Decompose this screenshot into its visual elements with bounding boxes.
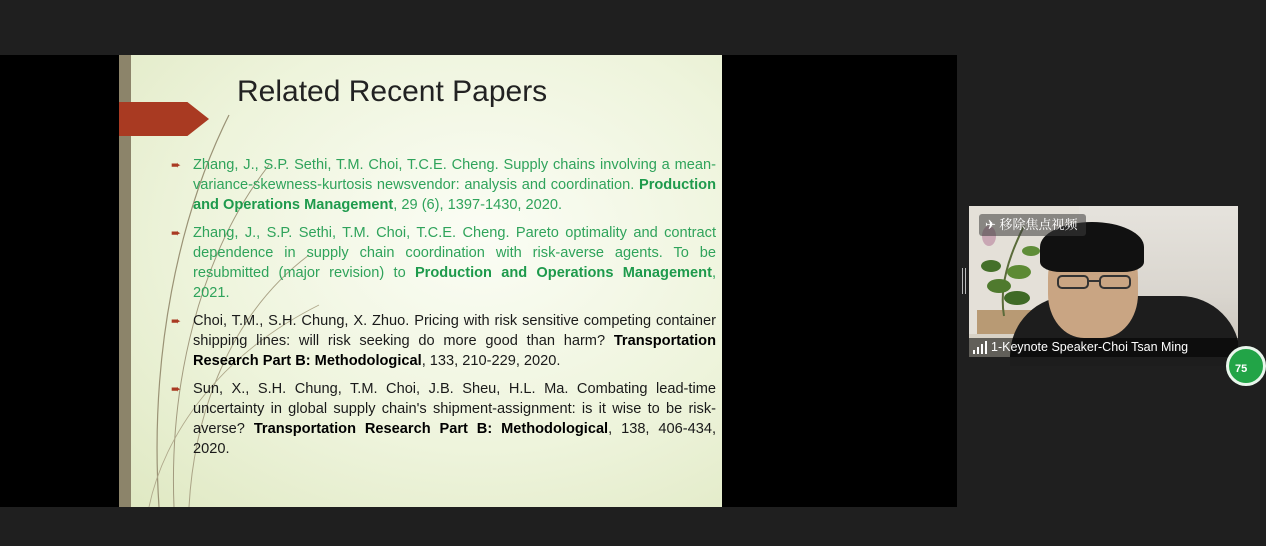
slide-title: Related Recent Papers xyxy=(237,75,548,108)
arrow-bullet-icon: ➨ xyxy=(171,314,182,328)
presentation-slide xyxy=(119,55,722,507)
participant-name: 1-Keynote Speaker-Choi Tsan Ming xyxy=(991,340,1189,354)
reference-list xyxy=(171,155,716,467)
remove-focus-label: 移除焦点视频 xyxy=(999,217,1078,232)
reference-details: , 133, 210-229, 2020. xyxy=(421,353,561,369)
reference-text: Zhang, J., S.P. Sethi, T.M. Choi, T.C.E. Cheng. Supply chains involving a mean-variance-skewness-kurtosis newsvendor: analysis and coordination. xyxy=(193,157,716,193)
reference-details: , 29 (6), 1397-1430, 2020. xyxy=(393,197,563,213)
arrow-bullet-icon: ➨ xyxy=(171,226,182,240)
participant-name-bar xyxy=(969,338,1238,357)
reference-item xyxy=(171,155,716,215)
remove-focus-video-button[interactable] xyxy=(979,214,1086,236)
pin-icon: ✈ xyxy=(985,217,996,232)
reference-text: Choi, T.M., S.H. Chung, X. Zhuo. Pricing with risk sensitive competing container shipping lines: will risk seeking do more good than harm? xyxy=(193,313,716,349)
arrow-bullet-icon: ➨ xyxy=(171,382,182,396)
reference-details: , 138, 406-434, 2020. xyxy=(193,421,716,457)
reference-item xyxy=(171,311,716,371)
reference-item xyxy=(171,379,716,459)
reference-journal: Transportation Research Part B: Methodological xyxy=(193,333,716,369)
reference-text: Sun, X., S.H. Chung, T.M. Choi, J.B. Sheu, H.L. Ma. Combating lead-time uncertainty in global supply chain's shipment-assignment: is it wise to be risk-averse? xyxy=(193,381,716,437)
panel-resize-handle[interactable] xyxy=(962,268,966,294)
arrow-bullet-icon: ➨ xyxy=(171,158,182,172)
glasses-icon xyxy=(1056,274,1132,290)
reference-journal: Transportation Research Part B: Methodological xyxy=(253,421,609,437)
reference-text: Zhang, J., S.P. Sethi, T.M. Choi, T.C.E. Cheng. Pareto optimality and contract dependence in supply chain coordination with risk-averse agents. To be resubmitted (major revision) to xyxy=(193,225,716,281)
reference-journal: Production and Operations Management xyxy=(414,265,712,281)
reference-journal: Production and Operations Management xyxy=(193,177,716,213)
reference-details: , 2021. xyxy=(193,265,716,301)
reference-item xyxy=(171,223,716,303)
timer-badge[interactable]: 75 xyxy=(1226,346,1266,386)
signal-strength-icon xyxy=(973,341,987,354)
